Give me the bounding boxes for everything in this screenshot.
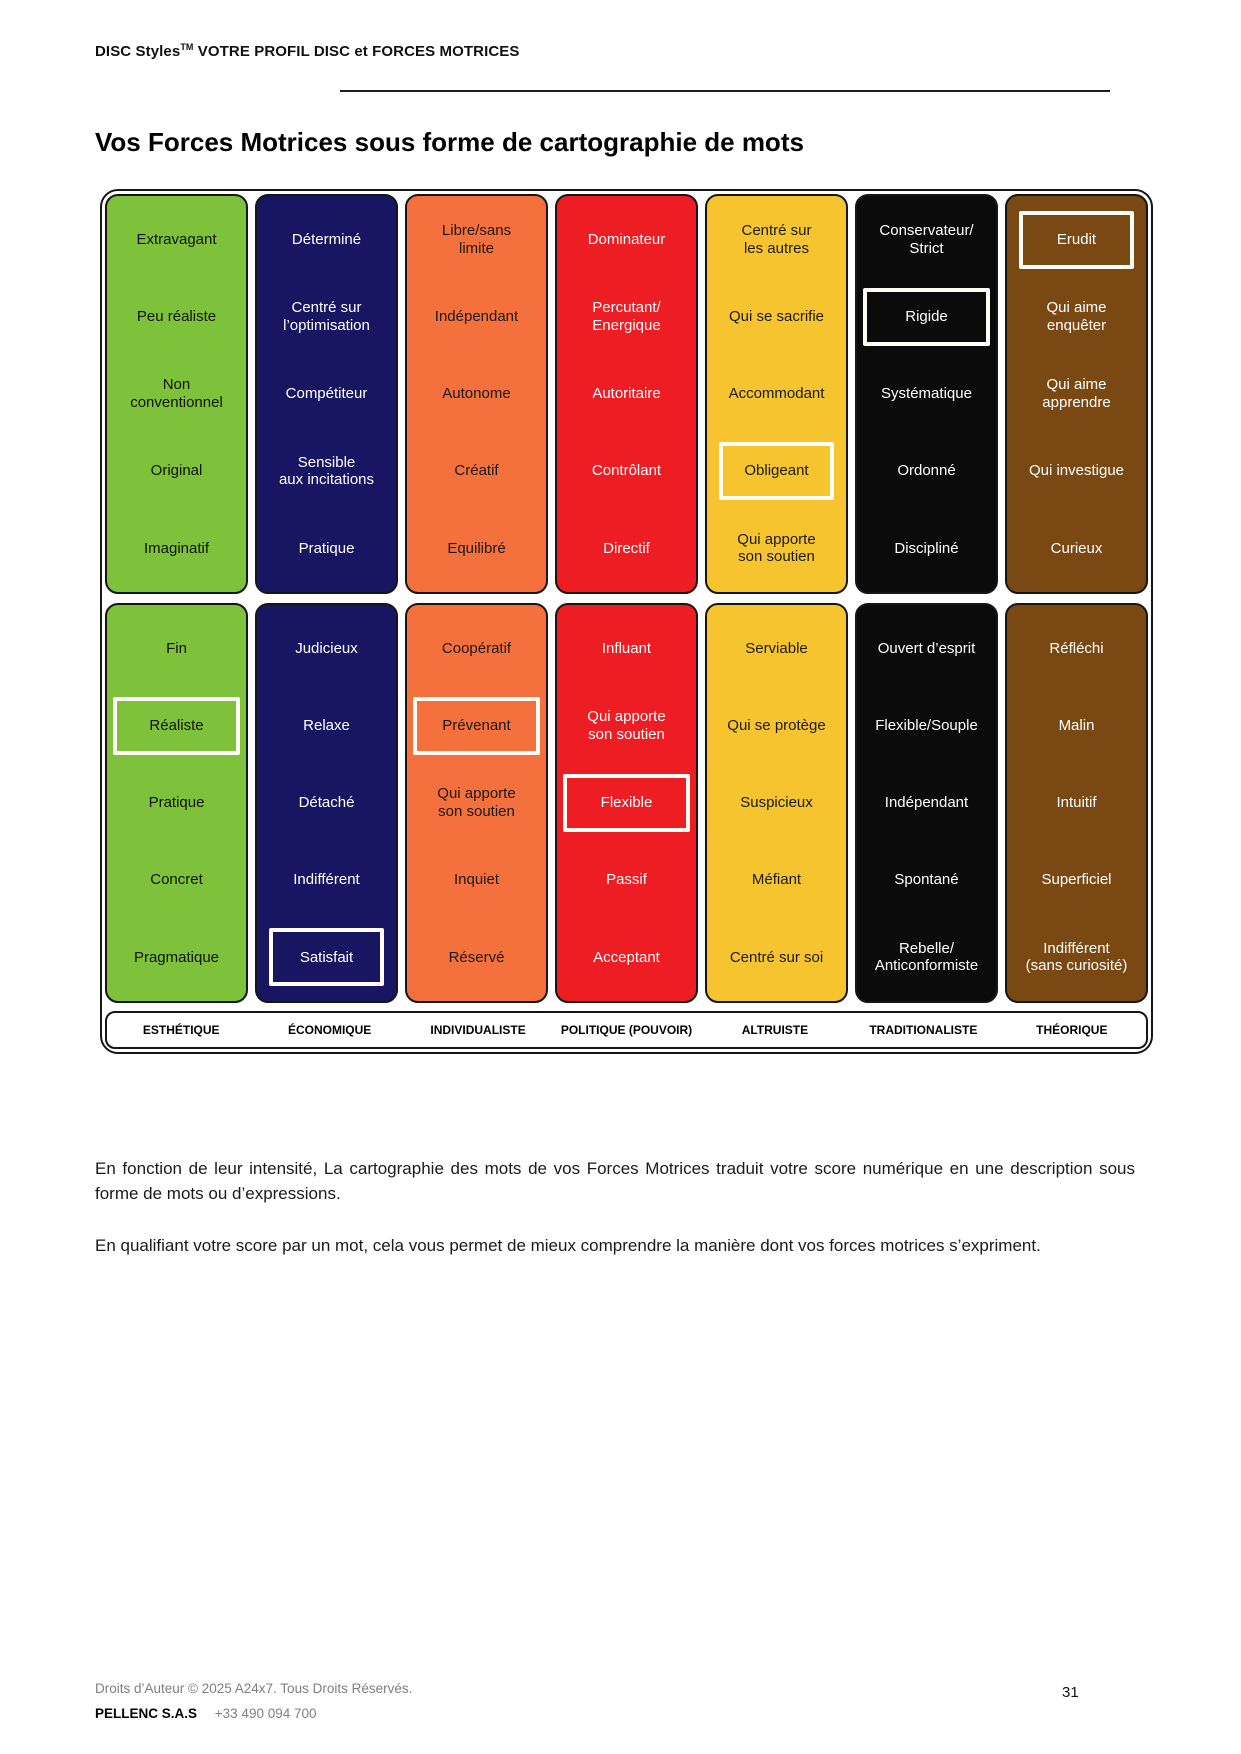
word-cell: Original [150,462,203,480]
brand-name: DISC Styles [95,43,181,60]
word-cell: Méfiant [751,871,802,889]
word-cell-highlighted [857,278,996,355]
word-cell-highlighted [1007,201,1146,278]
word-block-bottom [405,603,548,1003]
word-block-top [1005,194,1148,594]
word-cell: Coopératif [441,639,512,657]
highlight-box: Rigide [863,288,990,346]
body-text [95,1156,1135,1285]
word-cell: Qui aime apprendre [1042,376,1111,411]
column-politique [555,194,698,1003]
word-block-top [855,194,998,594]
word-cell: Discipliné [894,539,959,557]
page-title: Vos Forces Motrices sous forme de cartographie de mots [95,127,804,158]
legend-theorique: THÉORIQUE [1036,1023,1108,1037]
word-cell: Suspicieux [740,794,813,812]
word-cell: Dominateur [587,230,666,248]
page-number: 31 [1062,1684,1079,1701]
word-cell: Curieux [1050,539,1103,557]
word-block-top [105,194,248,594]
trademark-symbol: TM [180,42,194,52]
word-cell: Serviable [745,639,808,657]
word-cell: Pragmatique [133,948,220,966]
word-cell: Malin [1058,716,1095,734]
word-map-columns [105,194,1148,1003]
word-block-bottom [855,603,998,1003]
word-cell: Indifférent [293,871,360,889]
word-cell: Indifférent (sans curiosité) [1025,939,1128,975]
column-individualiste [405,194,548,1003]
word-cell: Centré sur les autres [741,221,812,257]
word-cell: Qui se protège [727,716,826,734]
word-cell: Influant [601,639,652,657]
word-cell: Rebelle/ Anticonformiste [874,939,979,975]
word-cell: Flexible/Souple [875,716,978,734]
highlight-box: Satisfait [269,928,383,986]
word-cell: Equilibré [447,539,506,557]
word-cell: Acceptant [593,948,660,966]
word-block-top [555,194,698,594]
word-map [100,189,1153,1054]
company-name: PELLENC S.A.S [95,1706,198,1721]
highlight-box: Flexible [563,774,690,832]
word-cell: Ouvert d’esprit [877,639,976,657]
word-block-top [255,194,398,594]
word-cell: Qui apporte son soutien [587,708,666,743]
word-cell: Déterminé [291,230,362,248]
word-cell: Intuitif [1056,794,1097,812]
word-cell-highlighted [557,764,696,841]
word-cell: Centré sur soi [729,948,824,966]
word-block-top [405,194,548,594]
column-traditionaliste [855,194,998,1003]
header-divider [340,90,1110,92]
word-cell: Pratique [148,794,205,812]
word-cell: Qui apporte son soutien [437,785,516,820]
word-cell: Fin [166,639,187,657]
word-cell: Indépendant [434,307,519,325]
word-cell: Judicieux [295,639,358,657]
word-cell: Contrôlant [591,462,662,480]
document-header [95,42,519,60]
legend-traditionaliste: TRADITIONALISTE [869,1023,978,1037]
word-cell: Compétiteur [285,385,368,403]
column-altruiste [705,194,848,1003]
word-cell-highlighted [707,433,846,510]
word-cell: Qui investigue [1028,462,1125,480]
highlight-box: Réaliste [113,697,240,755]
word-cell: Inquiet [453,871,500,889]
word-cell: Sensible aux incitations [278,453,375,489]
highlight-box: Prévenant [413,697,540,755]
word-cell: Peu réaliste [136,307,217,325]
word-cell: Réservé [448,948,505,966]
word-cell: Spontané [894,871,959,889]
document-subtitle: VOTRE PROFIL DISC et FORCES MOTRICES [197,43,520,60]
paragraph-intensity: En fonction de leur intensité, La cartographie des mots de vos Forces Motrices traduit votre score numérique en une description sous forme de mots ou d’expressions. [95,1159,1135,1203]
legend-individualiste: INDIVIDUALISTE [430,1023,526,1037]
word-cell: Créatif [454,462,499,480]
word-cell-highlighted [257,919,396,996]
highlight-box: Obligeant [719,442,833,500]
legend-altruiste: ALTRUISTE [741,1023,809,1037]
footer-copyright: Droits d’Auteur © 2025 A24x7. Tous Droits Réservés. [95,1681,413,1696]
word-cell: Percutant/ Energique [592,299,661,334]
word-cell: Systématique [881,385,972,403]
word-block-bottom [255,603,398,1003]
word-cell: Conservateur/ Strict [879,221,974,257]
word-cell: Réfléchi [1049,639,1104,657]
legend-politique: POLITIQUE (POUVOIR) [560,1023,693,1037]
word-cell: Détaché [298,794,355,812]
word-cell: Concret [150,871,203,889]
word-cell: Qui apporte son soutien [737,530,816,566]
legend-economique: ÉCONOMIQUE [287,1023,372,1037]
word-cell: Extravagant [136,230,217,248]
word-cell: Imaginatif [143,539,210,557]
word-cell: Autoritaire [592,385,661,403]
paragraph-qualify: En qualifiant votre score par un mot, cela vous permet de mieux comprendre la manière dont vos forces motrices s’expriment. [95,1236,1041,1255]
word-cell: Superficiel [1041,871,1112,889]
word-cell-highlighted [107,687,246,764]
word-cell: Accommodant [728,385,825,403]
word-block-bottom [105,603,248,1003]
word-cell: Qui aime enquêter [1046,299,1107,334]
word-cell: Libre/sans limite [441,221,512,257]
highlight-box: Erudit [1019,211,1133,269]
word-cell: Non conventionnel [130,376,223,411]
word-block-bottom [555,603,698,1003]
footer-company-line [95,1706,317,1721]
word-cell: Indépendant [884,794,969,812]
word-cell: Passif [606,871,647,889]
legend-esthetique: ESTHÉTIQUE [142,1023,220,1037]
word-cell: Ordonné [897,462,956,480]
word-cell: Autonome [442,385,511,403]
word-cell: Qui se sacrifie [728,307,825,325]
column-esthetique [105,194,248,1003]
word-block-top [705,194,848,594]
word-cell: Pratique [298,539,355,557]
drives-legend-bar [105,1011,1148,1049]
word-cell: Directif [603,539,650,557]
word-cell: Centré sur l’optimisation [283,299,370,334]
word-cell: Relaxe [303,716,350,734]
column-theorique [1005,194,1148,1003]
word-cell-highlighted [407,687,546,764]
word-block-bottom [1005,603,1148,1003]
column-economique [255,194,398,1003]
word-block-bottom [705,603,848,1003]
company-phone: +33 490 094 700 [214,1706,317,1721]
